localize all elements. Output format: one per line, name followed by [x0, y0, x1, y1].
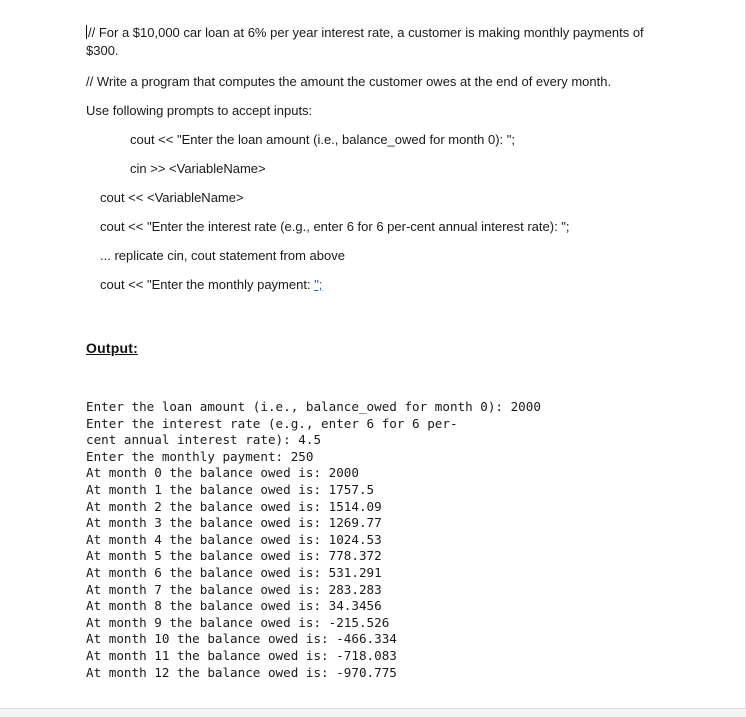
- code-line-4: cout << "Enter the interest rate (e.g., enter 6 for 6 per-cent annual interest rate): ";: [100, 219, 570, 234]
- console-line: Enter the monthly payment: 250: [86, 448, 314, 464]
- console-output: [86, 399, 541, 681]
- code-line-2: cin >> <VariableName>: [130, 161, 266, 176]
- console-line: At month 1 the balance owed is: 1757.5: [86, 481, 375, 497]
- console-line: At month 7 the balance owed is: 283.283: [86, 581, 382, 597]
- code-line-6: [100, 276, 322, 294]
- console-line: At month 11 the balance owed is: -718.083: [86, 647, 397, 663]
- console-line: At month 3 the balance owed is: 1269.77: [86, 515, 382, 531]
- console-line: At month 9 the balance owed is: -215.526: [86, 614, 390, 630]
- console-line: At month 8 the balance owed is: 34.3456: [86, 598, 382, 614]
- code-line-1: cout << "Enter the loan amount (i.e., balance_owed for month 0): ";: [130, 132, 516, 147]
- code-line-6-link[interactable]: ";: [314, 277, 323, 292]
- console-line: At month 4 the balance owed is: 1024.53: [86, 531, 382, 547]
- console-line: At month 2 the balance owed is: 1514.09: [86, 498, 382, 514]
- text-cursor: [86, 25, 87, 39]
- console-line: Enter the loan amount (i.e., balance_owed for month 0): 2000: [86, 399, 541, 414]
- task-paragraph: // Write a program that computes the amount the customer owes at the end of every month.: [86, 74, 612, 89]
- console-line: At month 0 the balance owed is: 2000: [86, 465, 359, 481]
- console-line: At month 6 the balance owed is: 531.291: [86, 564, 382, 580]
- console-line: At month 10 the balance owed is: -466.334: [86, 631, 397, 647]
- console-line: Enter the interest rate (e.g., enter 6 for 6 per-: [86, 415, 458, 431]
- code-line-3: cout << <VariableName>: [100, 190, 244, 205]
- code-line-6-text: cout << "Enter the monthly payment:: [100, 277, 315, 292]
- intro-paragraph: [86, 24, 661, 60]
- console-line: At month 5 the balance owed is: 778.372: [86, 548, 382, 564]
- console-line: cent annual interest rate): 4.5: [86, 432, 322, 448]
- prompts-intro: Use following prompts to accept inputs:: [86, 103, 313, 118]
- output-heading: Output:: [86, 340, 138, 356]
- code-line-5: ... replicate cin, cout statement from above: [100, 248, 345, 263]
- console-line: At month 12 the balance owed is: -970.775: [86, 664, 397, 680]
- intro-text: // For a $10,000 car loan at 6% per year interest rate, a customer is making monthly payments of $300.: [86, 25, 644, 58]
